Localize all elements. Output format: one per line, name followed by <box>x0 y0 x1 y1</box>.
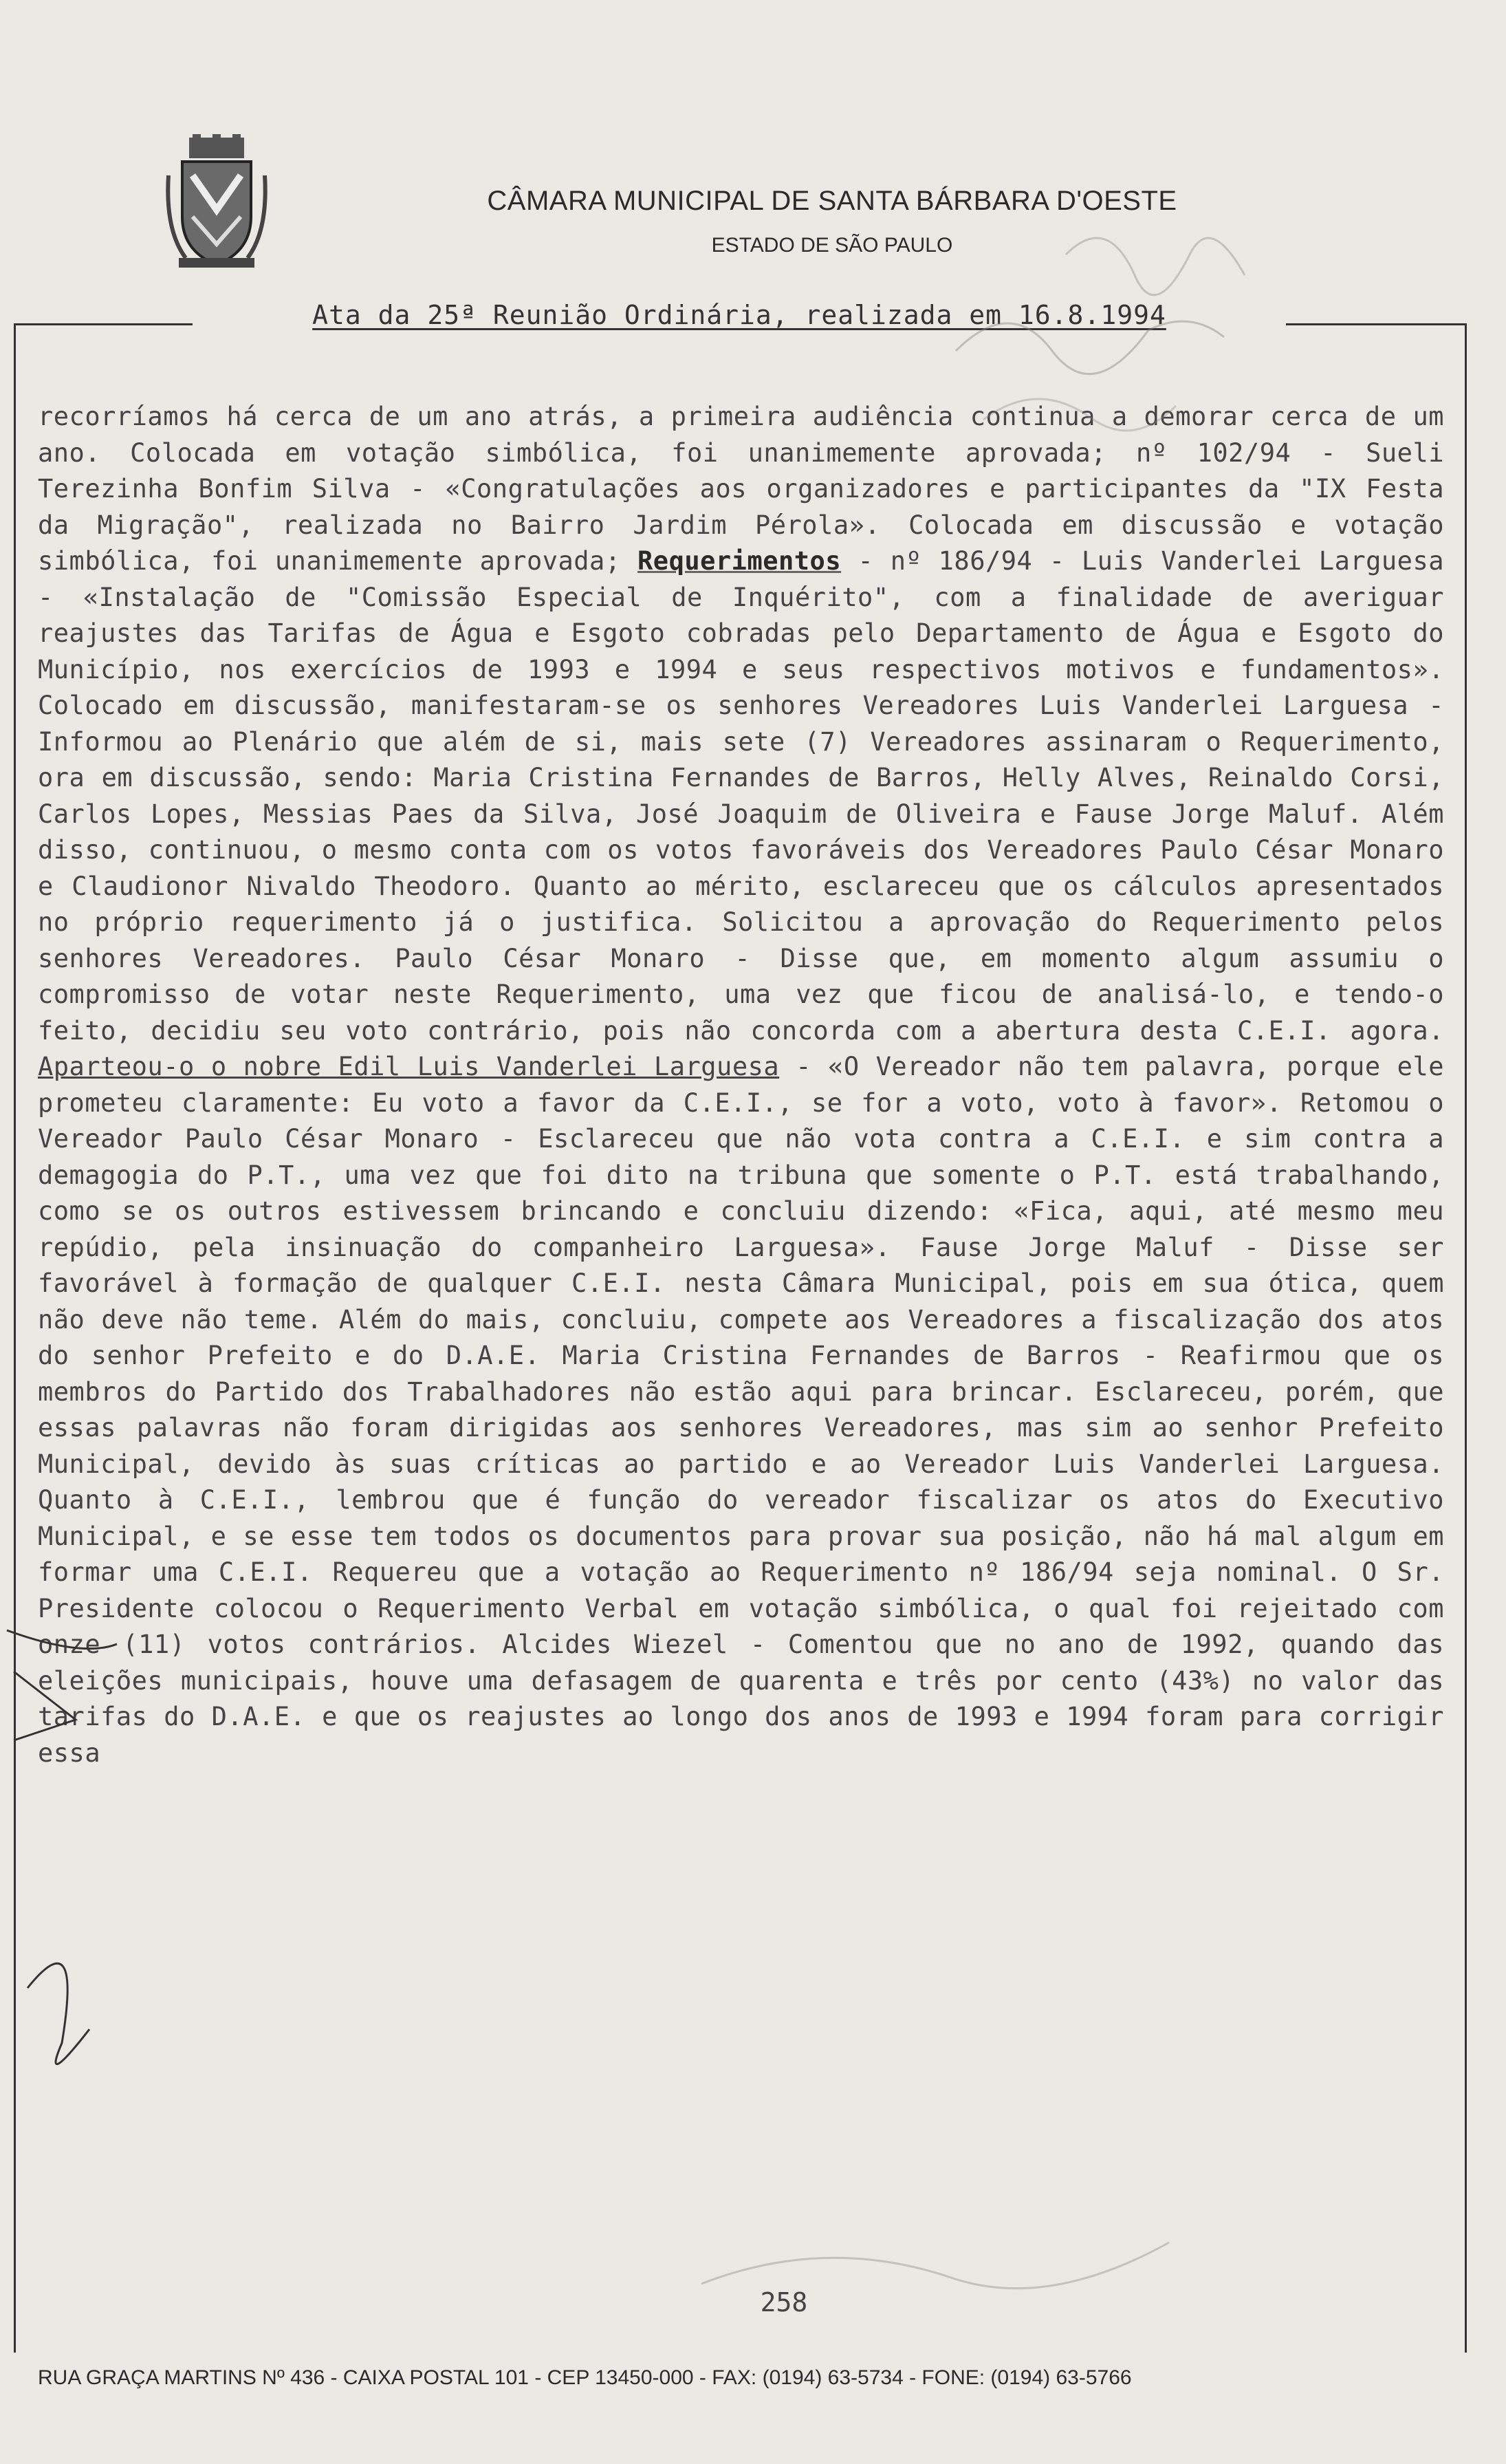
chamber-name: CÂMARA MUNICIPAL DE SANTA BÁRBARA D'OESTE <box>487 186 1177 216</box>
requerimentos-heading: Requerimentos <box>637 546 842 576</box>
aparte-phrase: Aparteou-o o nobre Edil Luis Vanderlei Larguesa <box>38 1052 780 1081</box>
body-paragraph: - nº 186/94 - Luis Vanderlei Larguesa - «Instalação de "Comissão Especial de Inquérito", com a finalidade de averiguar reajustes das Tarifas de Água e Esgoto cobradas pelo Departamento de Água e Esgoto do Município, nos exercícios de 1993 e 1994 e seus respectivos motivos e fundamentos». Colocado em discussão, manifestaram-se os senhores Vereadores Luis Vanderlei Larguesa - Informou ao Plenário que além de si, mais sete (7) Vereadores assinaram o Requerimento, ora em discussão, sendo: Maria Cristina Fernandes de Barros, Helly Alves, Reinaldo Corsi, Carlos Lopes, Messias Paes da Silva, José Joaquim de Oliveira e Fause Jorge Maluf. Além disso, continuou, o mesmo conta com os votos favoráveis dos Vereadores Paulo César Monaro e Claudionor Nivaldo Theodoro. Quanto ao mérito, esclareceu que os cálculos apresentados no próprio requerimento já o justifica. Solicitou a aprovação do Requerimento pelos senhores Vereadores. Paulo César Monaro - Disse que, em momento algum assumiu o compromisso de votar neste Requerimento, uma vez que ficou de analisá-lo, e tendo-o feito, decidiu seu voto contrário, pois não concorda com a abertura desta C.E.I. agora. <box>38 546 1445 1046</box>
body-paragraph: recorríamos há cerca de um ano atrás, a primeira audiência continua a demorar cerca de um ano. Colocada em votação simbólica, foi unanimemente aprovada; nº 102/94 - Sueli Terezinha Bonfim Silva - «Congratulações aos organizadores e participantes da "IX Festa da Migração", realizada no Bairro Jardim Pérola». Colocada em discussão e votação simbólica, foi unanimemente aprovada; <box>38 402 1444 576</box>
minutes-body <box>38 399 1444 1771</box>
footer-address: RUA GRAÇA MARTINS Nº 436 - CAIXA POSTAL 101 - CEP 13450-000 - FAX: (0194) 63-5734 - FONE: (0194) 63-5766 <box>38 2366 1132 2389</box>
margin-line-right <box>1465 323 1467 2353</box>
minutes-title: Ata da 25ª Reunião Ordinária, realizada em 16.8.1994 <box>312 300 1166 330</box>
coat-of-arms-icon <box>165 134 268 272</box>
body-paragraph: - «O Vereador não tem palavra, porque ele prometeu claramente: Eu voto a favor da C.E.I., se for a voto, voto à favor». Retomou o Vereador Paulo César Monaro - Esclareceu que não vota contra a C.E.I. e sim contra a demagogia do P.T., uma vez que foi dito na tribuna que somente o P.T. está trabalhando, como se os outros estivessem brincando e concluiu dizendo: «Fica, aqui, até mesmo meu repúdio, pela insinuação do companheiro Larguesa». Fause Jorge Maluf - Disse ser favorável à formação de qualquer C.E.I. nesta Câmara Municipal, pois em sua ótica, quem não deve não teme. Além do mais, concluiu, compete aos Vereadores a fiscalização dos atos do senhor Prefeito e do D.A.E. Maria Cristina Fernandes de Barros - Reafirmou que os membros do Partido dos Trabalhadores não estão aqui para brincar. Esclareceu, porém, que essas palavras não foram dirigidas aos senhores Vereadores, mas sim ao senhor Prefeito Municipal, devido às suas críticas ao partido e ao Vereador Luis Vanderlei Larguesa. Quanto à C.E.I., lembrou que é função do vereador fiscalizar os atos do Executivo Municipal, e se esse tem todos os documentos para provar sua posição, não há mal algum em formar uma C.E.I. Requereu que a votação ao Requerimento nº 186/94 seja nominal. O Sr. Presidente colocou o Requerimento Verbal em votação simbólica, o qual foi rejeitado com onze (11) votos contrários. Alcides Wiezel - Comentou que no ano de 1992, quando das eleições municipais, houve uma defasagem de quarenta e três por cento (43%) no valor das tarifas do D.A.E. e que os reajustes ao longo dos anos de 1993 e 1994 foram para corrigir essa <box>38 1052 1444 1768</box>
state-name: ESTADO DE SÃO PAULO <box>711 234 953 257</box>
margin-line-left <box>14 323 16 2353</box>
title-rule-left <box>14 323 193 325</box>
page-number: 258 <box>760 2287 808 2317</box>
title-rule-right <box>1286 323 1467 325</box>
